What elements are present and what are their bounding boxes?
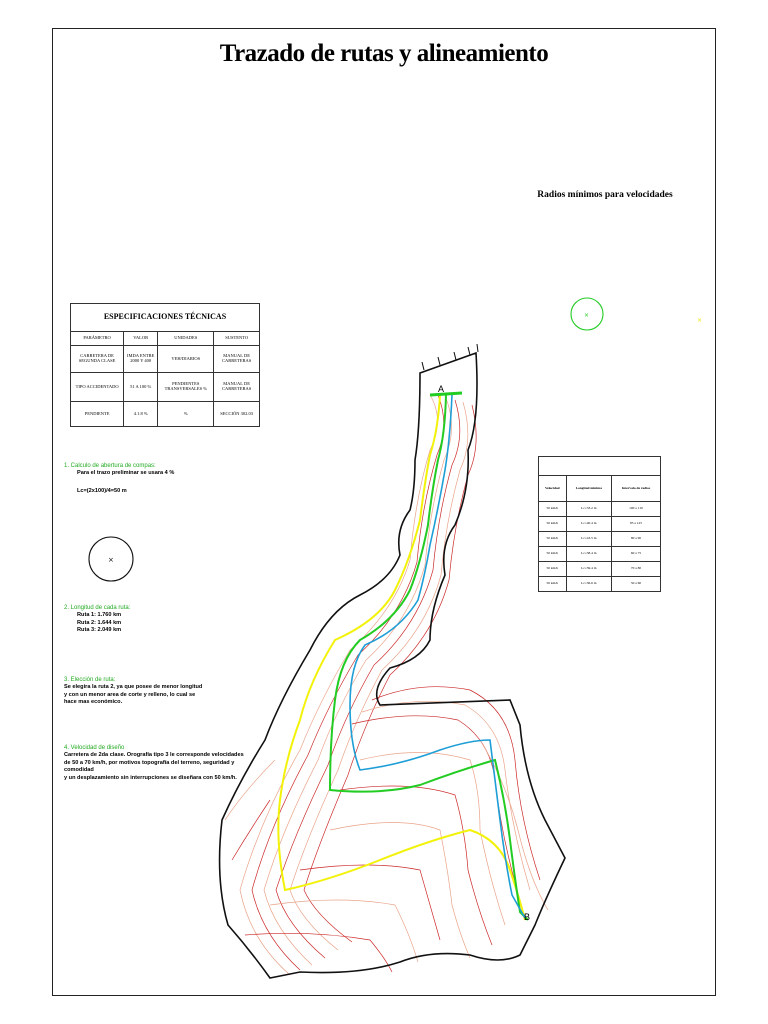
note-choice-text: Se elegira la ruta 2, ya que posee de menor longitud	[64, 684, 203, 691]
note-route-1: Ruta 1: 1.760 km	[77, 612, 122, 619]
spec-cell: %	[158, 402, 214, 427]
note-compass-text: Para el trazo preliminar se usara 4 %	[77, 470, 175, 477]
spec-col-header: PARÁMETRO	[71, 331, 124, 345]
note-speed-text: y un desplazamiento sin interrupciones se diseñara con 50 km/h.	[64, 774, 237, 781]
vel-col-header: Velocidad	[539, 476, 567, 502]
spec-cell: PENDIENTE	[71, 402, 124, 427]
note-speed-text: Carretera de 2da clase. Orografía tipo 3 le corresponde velocidades	[64, 752, 244, 759]
compass-circle-black	[89, 537, 133, 581]
vel-cell: 70 a 80	[612, 562, 661, 577]
spec-cell: CARRETERA DE SEGUNDA CLASE	[71, 346, 124, 373]
spec-cell: SECCIÓN 302.03	[214, 402, 260, 427]
spec-cell: IMDA ENTRE 2000 Y 400	[124, 346, 158, 373]
vel-cell: 60 a 75	[612, 547, 661, 562]
spec-col-header: UNIDADES	[158, 331, 214, 345]
vel-cell: 50 a 60	[612, 577, 661, 592]
vel-cell: Lc=38.4 m	[566, 547, 612, 562]
specifications-heading: ESPECIFICACIONES TÉCNICAS	[71, 304, 260, 332]
point-a-label: A	[438, 384, 445, 394]
vel-cell: 50 km/h	[539, 562, 567, 577]
compass-circle-green	[571, 298, 603, 330]
radios-title: Radios mínimos para velocidades	[537, 190, 673, 200]
vel-col-header: Intervalo de radios	[612, 476, 661, 502]
vel-cell: 50 km/h	[539, 547, 567, 562]
spec-col-header: SUSTENTO	[214, 331, 260, 345]
vel-cell: Lc=39.4 m	[566, 562, 612, 577]
point-b-label: B	[524, 912, 531, 922]
contour-lines	[225, 395, 548, 975]
note-route-3: Ruta 3: 2.049 km	[77, 627, 122, 634]
spec-cell: MANUAL DE CARRETERAS	[214, 373, 260, 402]
vel-cell: Lc=36.6 m	[566, 577, 612, 592]
terrain-boundary	[220, 353, 565, 978]
note-speed-heading: 4. Velocidad de diseño	[64, 745, 125, 751]
start-segment	[430, 393, 462, 395]
boundary-ticks	[422, 344, 478, 370]
vel-cell: Lc=33.2 m	[566, 502, 612, 517]
vel-cell: 50 km/h	[539, 532, 567, 547]
note-compass-formula: Lc=(2x100)/4=50 m	[77, 487, 127, 494]
note-choice-heading: 3. Elección de ruta:	[64, 677, 116, 683]
route-yellow	[278, 395, 525, 920]
note-choice-text: y con un menor area de corte y relleno, lo cual se	[64, 691, 196, 698]
vel-cell: 50 km/h	[539, 517, 567, 532]
spec-cell: PENDIENTES TRANSVERSALES %	[158, 373, 214, 402]
note-length-heading: 2. Longitud de cada ruta:	[64, 605, 131, 611]
page-title: Trazado de rutas y alineamiento	[219, 40, 549, 67]
compass-mark: ×	[108, 556, 114, 564]
note-speed-text: de 50 a 70 km/h, por motivos topografía del terreno, seguridad y comodidad	[64, 759, 235, 774]
vel-cell: 50 km/h	[539, 502, 567, 517]
vel-cell: Lc=43.5 m	[566, 532, 612, 547]
vel-cell: 80 a 90	[612, 532, 661, 547]
vel-cell: 85 a 125	[612, 517, 661, 532]
spec-col-header: VALOR	[124, 331, 158, 345]
note-choice-text: hace mas económico.	[64, 699, 123, 706]
vel-cell: Lc=40.4 m	[566, 517, 612, 532]
vel-cell: 100 a 110	[612, 502, 661, 517]
yellow-marker: ×	[697, 317, 703, 324]
note-compass-heading: 1. Calculo de abertura de compas:	[64, 463, 156, 469]
note-route-2: Ruta 2: 1.644 km	[77, 619, 122, 626]
spec-cell: MANUAL DE CARRETERAS	[214, 346, 260, 373]
spec-cell: 4.1.8 %	[124, 402, 158, 427]
spec-cell: VEH/DIARIOS	[158, 346, 214, 373]
compass-mark-green: ×	[584, 312, 590, 319]
vel-cell: 50 km/h	[539, 577, 567, 592]
vel-col-header: Longitud mínima	[566, 476, 612, 502]
spec-cell: 51 A 100 %	[124, 373, 158, 402]
spec-cell: TIPO ACCIDENTADO	[71, 373, 124, 402]
